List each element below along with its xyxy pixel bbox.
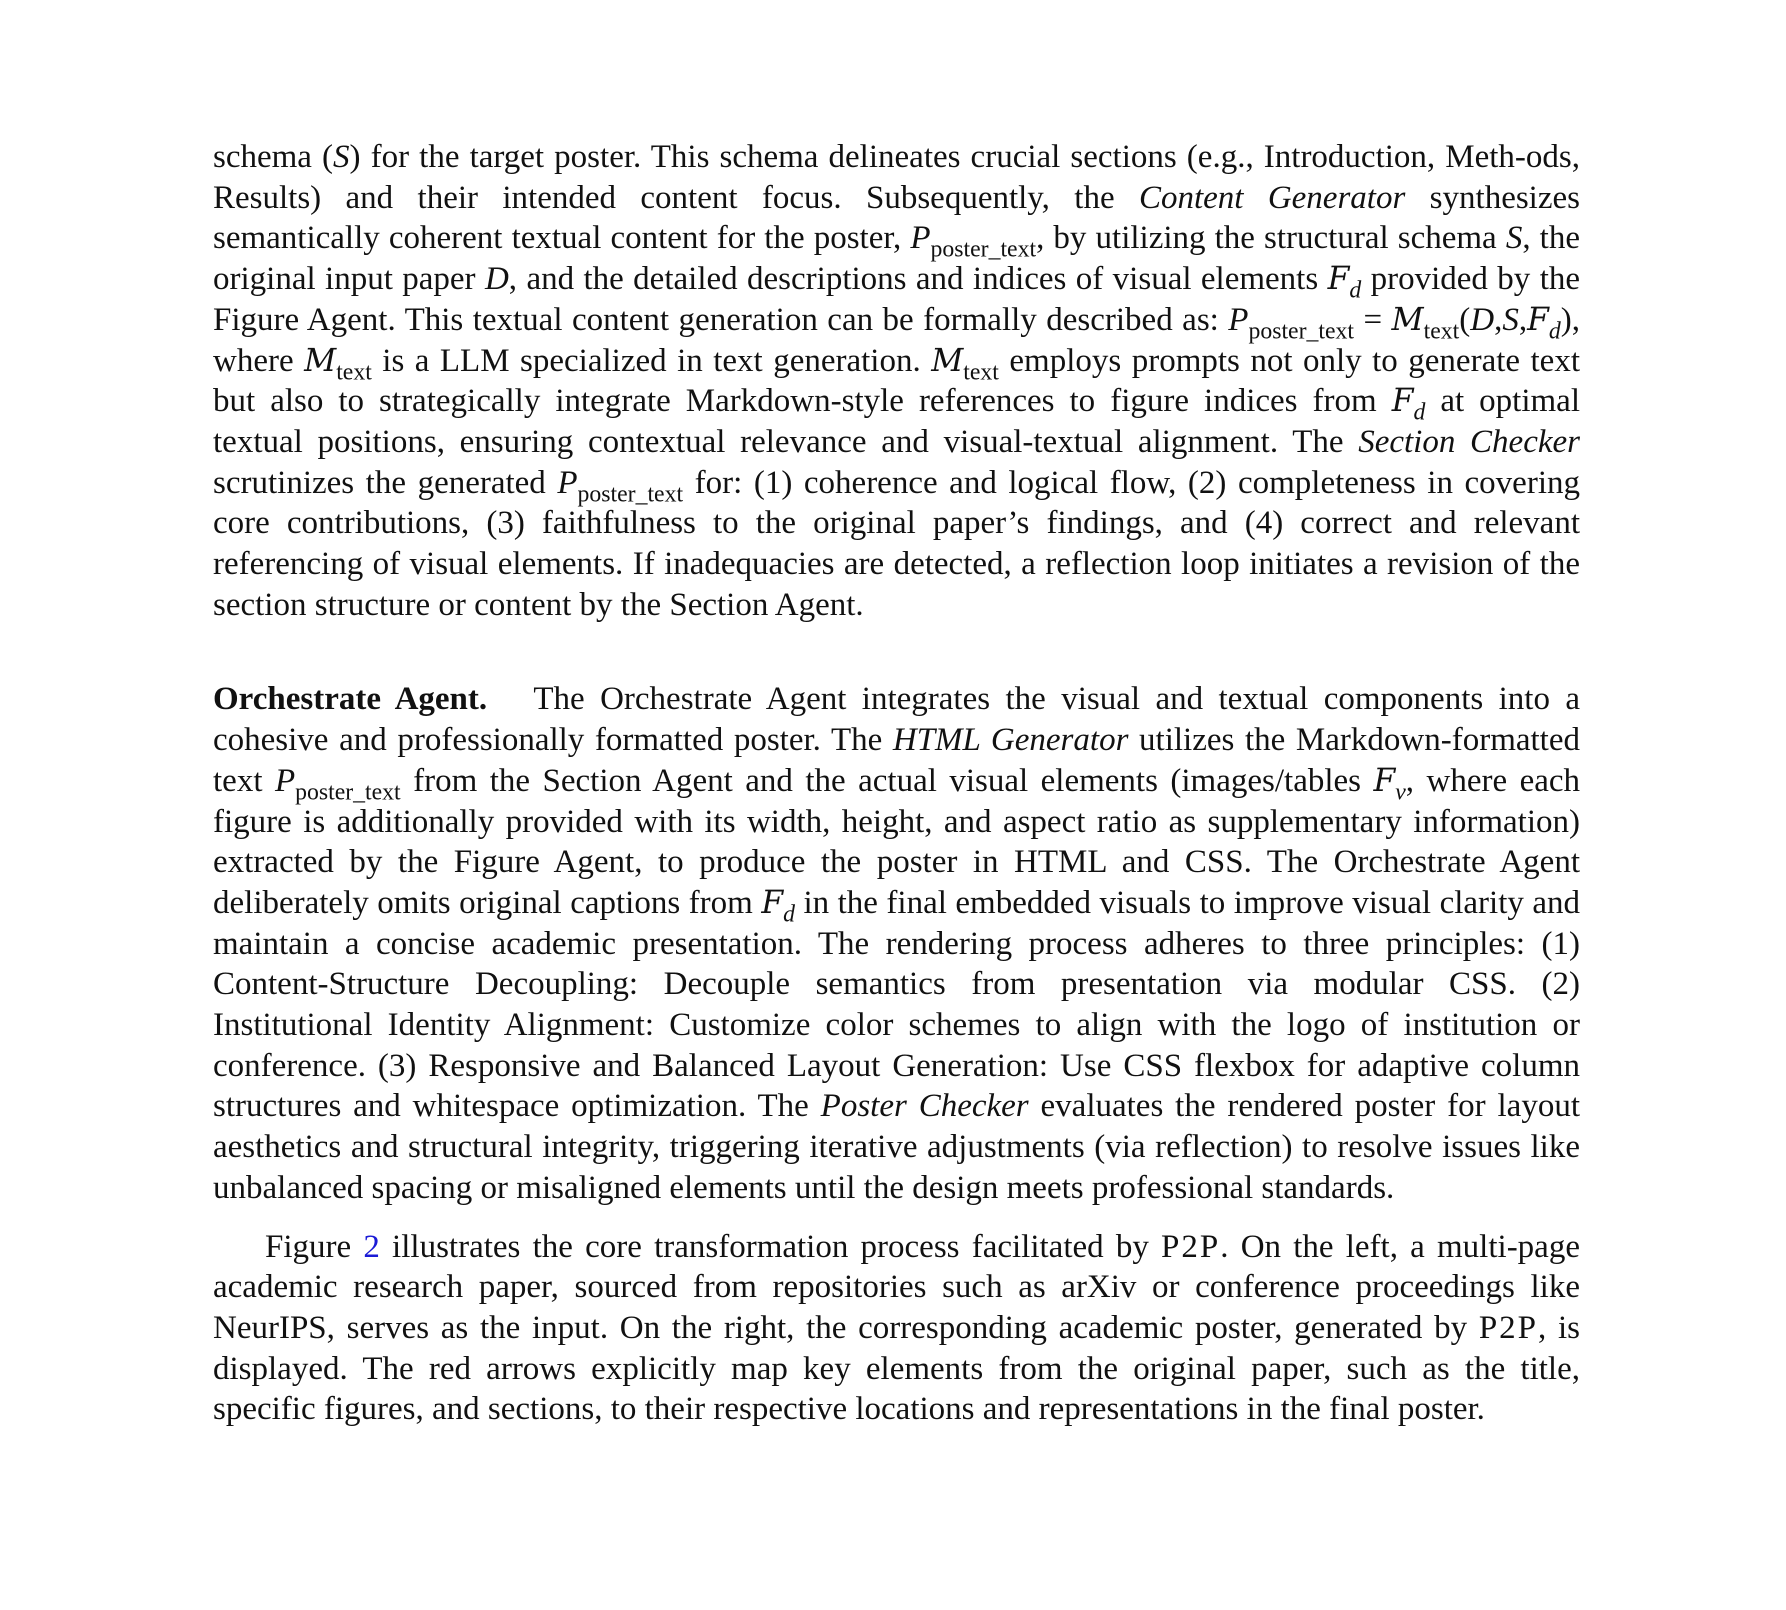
paragraph-orchestrate-agent [213,679,1580,1208]
math-operator: ) [1560,301,1572,338]
p2p-name: P2P [1478,1309,1539,1346]
text: ) for the target poster. This schema delineates crucial sections (e.g., Introduction, Meth-ods, Results) and their intended content focus. Subsequently, the [213,139,1580,216]
math-subscript: d [783,901,795,928]
math-operator: , [1494,301,1503,338]
math-subscript: d [1413,399,1426,426]
math-symbol: F [1327,261,1350,298]
math-symbol: P [1228,301,1249,338]
paragraph-heading: Orchestrate Agent. [213,681,488,718]
text: in the final embedded visuals to improve visual clarity and maintain a concise academic presentation. The rendering process adheres to three principles: (1) Content-Structure Decoupling: Decouple semantics from presentation via modular CSS. (2) Institutional Identity Alignment: Customize color schemes to align with the logo of institution or conference. (3) Responsive and Balanced Layout Generation: Use CSS flexbox for adaptive column structures and whitespace optimization. The [213,884,1580,1125]
math-symbol: P [557,464,578,501]
paragraph-section-agent [213,137,1580,625]
text: provided by the Figure Agent. This textual content generation can be formally described as: [213,261,1581,338]
text: schema ( [213,139,334,175]
text: Figure [265,1228,364,1265]
math-symbol: P [274,762,296,799]
math-symbol: F [1527,301,1549,338]
text: , by utilizing the structural schema [1036,220,1506,257]
section-checker-term: Section Checker [1358,423,1580,460]
text: employs prompts not only to generate text but also to strategically integrate Markdown-style references to figure indices from [213,342,1580,420]
math-model-text [931,342,999,385]
text: utilizes the Markdown-formatted text [213,722,1580,799]
paper-page [213,137,1580,1430]
text: illustrates the core transformation process facilitated by [379,1228,1162,1265]
math-figure-descriptions [761,884,795,928]
paragraph-figure-description [213,1227,1580,1431]
text: synthesizes semantically coherent textual content for the poster, [213,179,1580,257]
text: The Orchestrate Agent integrates the visual and textual components into a cohesive and professionally formatted poster. The [213,681,1581,759]
math-symbol: M [1391,301,1424,338]
math-poster-text [910,220,1037,263]
math-operator: , [1518,301,1528,338]
text: at optimal textual positions, ensuring contextual relevance and visual-textual alignment. The [213,383,1580,460]
math-subscript: v [1395,779,1406,806]
content-generator-term: Content Generator [1138,179,1406,216]
text: for: (1) coherence and logical flow, (2) completeness in covering core contributions, (3) faithfulness to the original paper’s findings, and (4) correct and relevant referencing of visual elements. If inadequacies are detected, a reflection loop initiates a revision of the section structure or content by the Section Agent. [213,464,1580,623]
math-symbol: M [304,342,337,379]
text: , where [213,301,1580,379]
figure-reference-link[interactable]: 2 [363,1228,380,1265]
math-subscript: poster_text [1248,318,1354,345]
text: scrutinizes the generated [213,464,558,501]
math-subscript: poster_text [577,480,684,507]
math-schema-symbol: S [333,139,350,175]
text: , and the detailed descriptions and indices of visual elements [508,261,1328,298]
html-generator-term: HTML Generator [892,722,1129,759]
math-subscript: poster_text [930,236,1037,263]
math-symbol: D [1470,301,1495,338]
math-subscript: text [1423,318,1460,345]
poster-checker-term: Poster Checker [820,1088,1029,1125]
math-subscript: poster_text [295,779,401,806]
math-paper-symbol: D [484,261,509,298]
math-symbol: M [931,342,964,379]
math-model-text [304,342,372,385]
math-symbol: F [761,884,784,921]
math-symbol: S [1502,301,1519,338]
math-subscript: text [336,358,372,385]
math-poster-text [557,464,684,507]
p2p-name: P2P [1161,1228,1221,1265]
text: , where each figure is additionally provided with its width, height, and aspect ratio as supplementary information) extracted by the Figure Agent, to produce the poster in HTML and CSS. The Orchestrate Agent deliberately omits original captions from [213,762,1581,921]
text: , the original input paper [213,220,1580,298]
text: evaluates the rendered poster for layout aesthetics and structural integrity, triggering iterative adjustments (via reflection) to resolve issues like unbalanced spacing or misaligned elements until the design meets professional standards. [213,1088,1580,1206]
math-subscript: d [1548,318,1561,345]
math-symbol: P [910,220,931,257]
math-figure-visuals [1373,762,1406,806]
math-subscript: text [963,358,999,385]
math-schema-symbol: S [1505,220,1523,257]
math-figure-descriptions [1327,261,1362,304]
math-operator: ( [1459,301,1471,338]
math-symbol: F [1373,762,1396,799]
math-symbol: F [1391,383,1414,420]
math-figure-descriptions [1391,383,1426,426]
text: . On the left, a multi-page academic research paper, sourced from repositories such as arXiv or conference proceedings like NeurIPS, serves as the input. On the right, the corresponding academic poster, generated by [213,1228,1580,1346]
text: from the Section Agent and the actual visual elements (images/tables [400,762,1374,799]
math-poster-text [274,762,401,806]
equation-poster-text [1228,301,1572,345]
text: , is displayed. The red arrows explicitly map key elements from the original paper, such as the title, specific figures, and sections, to their respective locations and representations in the final poster. [213,1309,1580,1428]
text: is a LLM specialized in text generation. [371,342,932,379]
math-subscript: d [1349,277,1362,304]
math-operator: = [1354,301,1392,338]
